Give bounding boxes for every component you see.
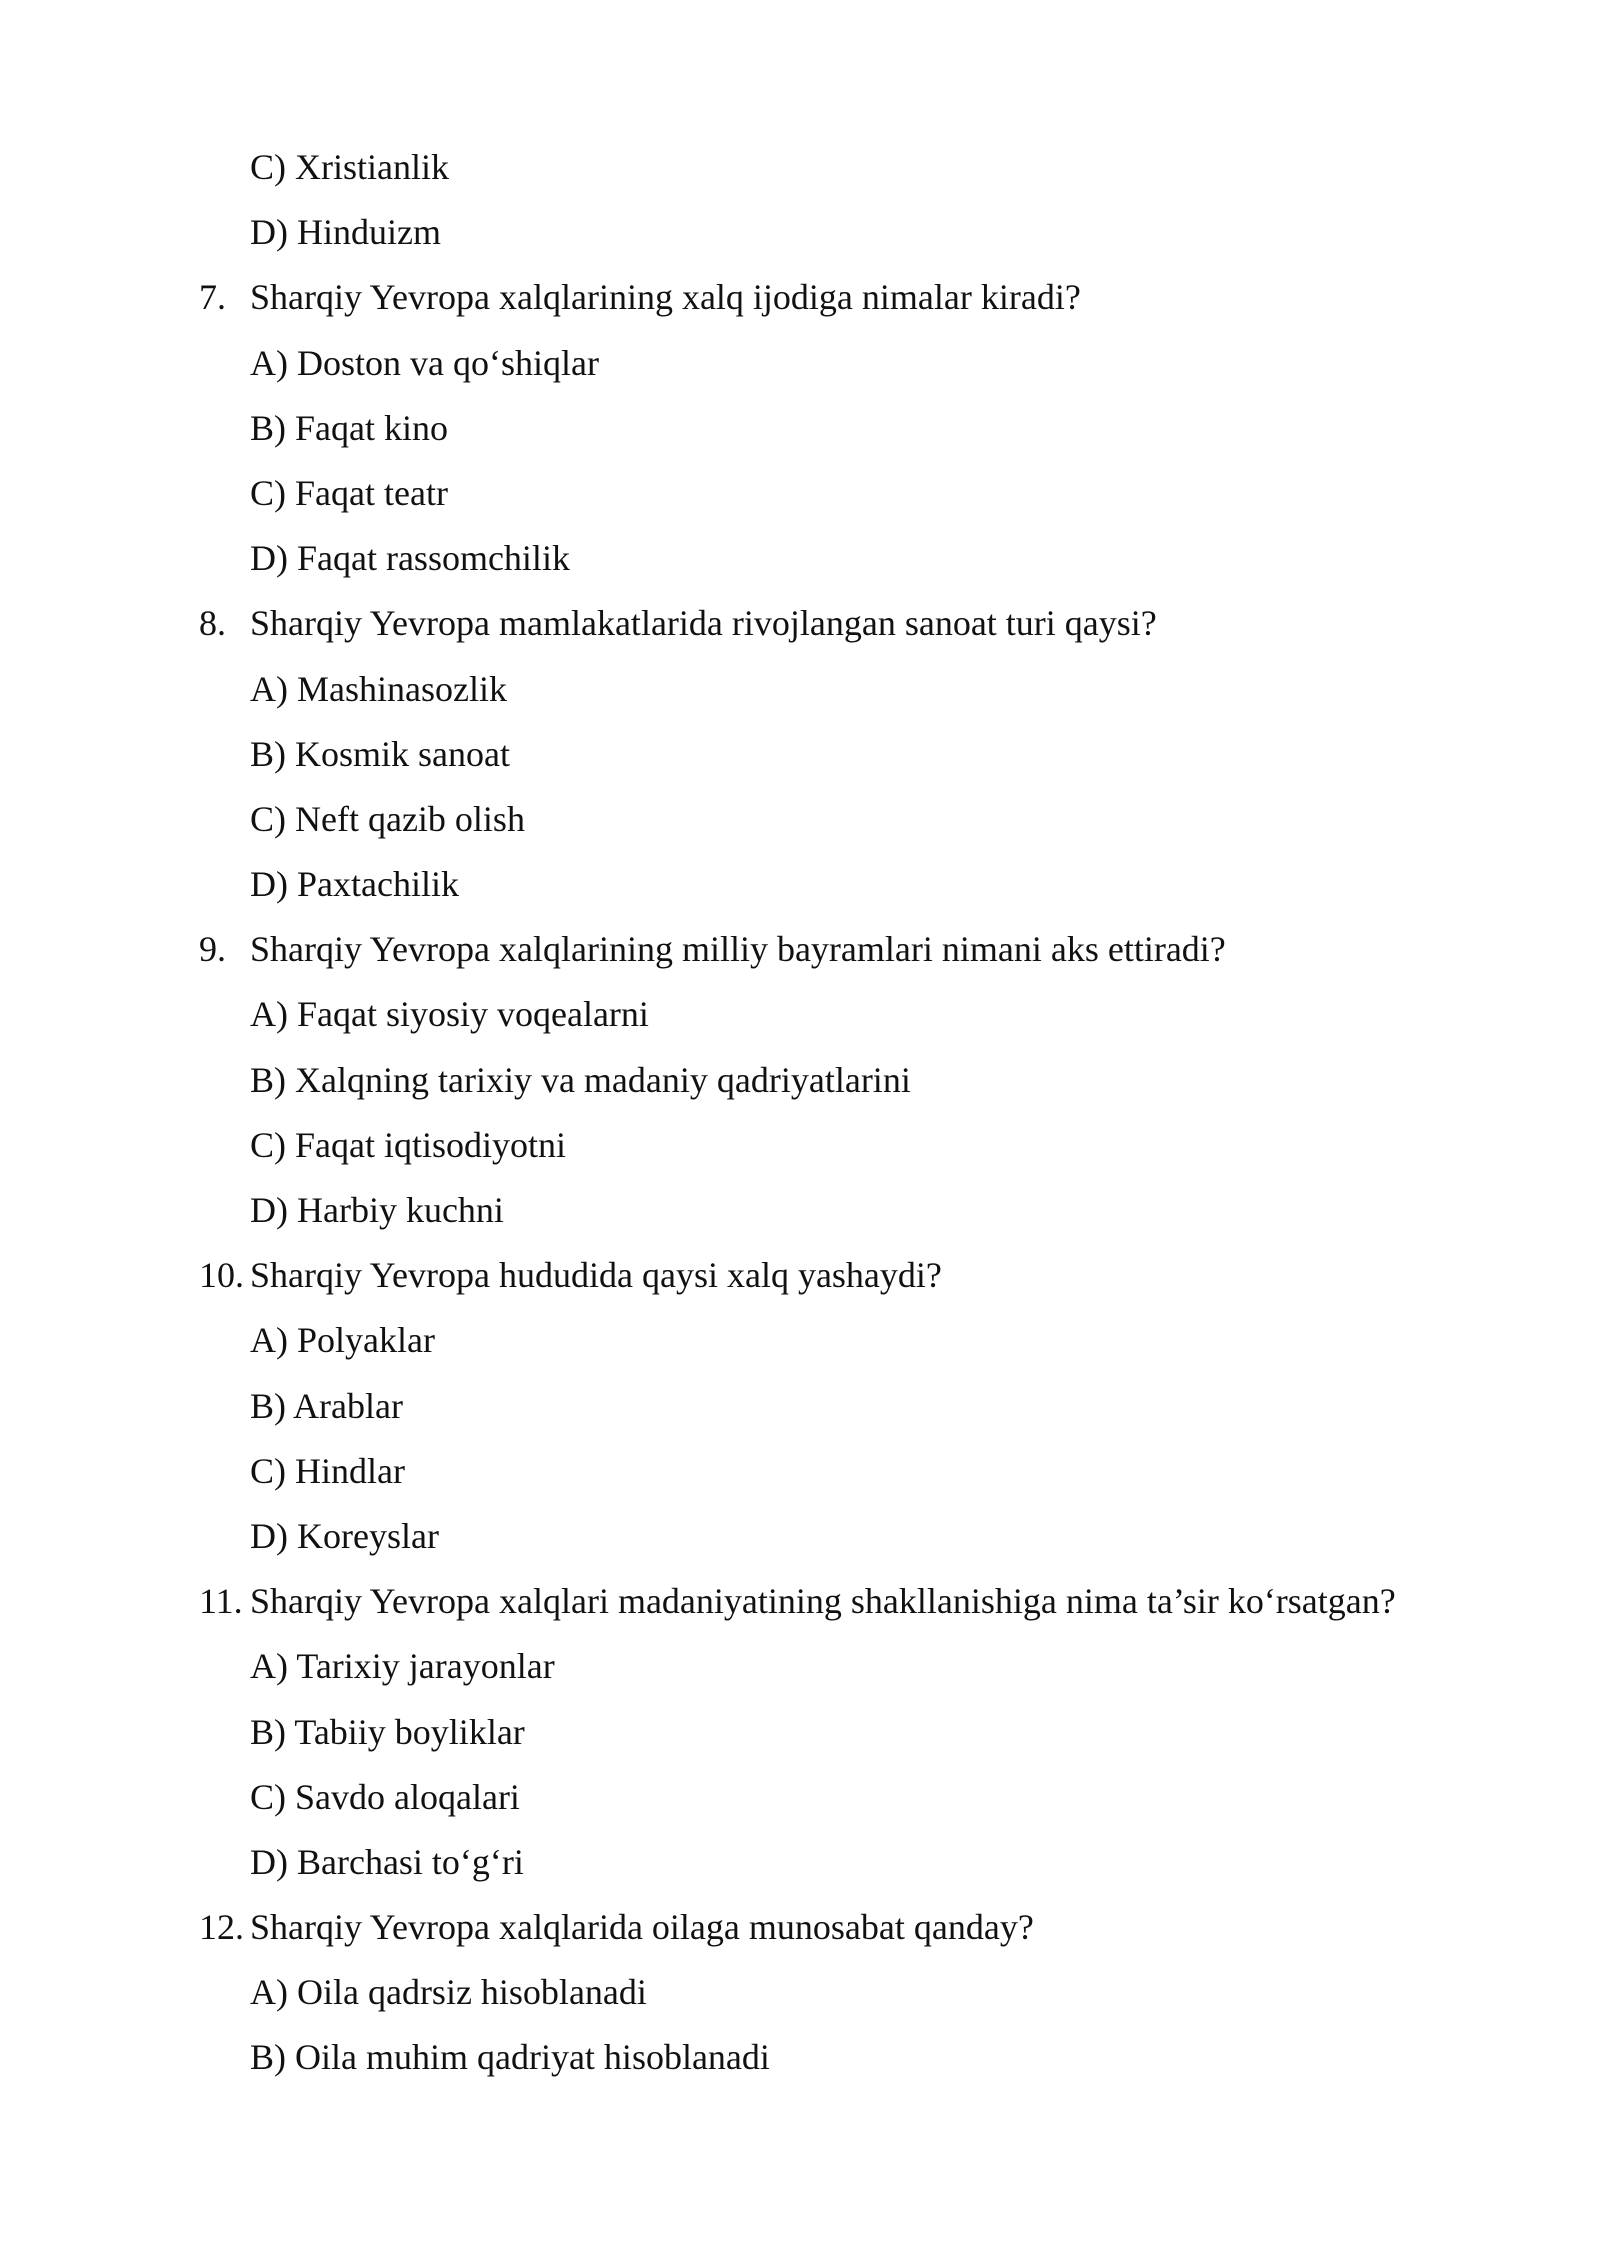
answer-option bbox=[0, 1322, 1600, 1387]
question-list bbox=[0, 149, 1600, 2105]
answer-option bbox=[0, 1841, 1600, 1909]
answer-option bbox=[0, 472, 1600, 540]
option-text: A) Mashinasozlik bbox=[250, 668, 507, 709]
option-text: A) Doston va qo‘shiqlar bbox=[250, 342, 599, 383]
answer-option bbox=[0, 1974, 1600, 2039]
answer-option bbox=[0, 1192, 1600, 1257]
option-text: C) Savdo aloqalari bbox=[250, 1776, 520, 1817]
option-text: C) Xristianlik bbox=[250, 147, 449, 187]
question-text: Sharqiy Yevropa mamlakatlarida rivojlangan sanoat turi qaysi? bbox=[250, 603, 1157, 644]
answer-option bbox=[0, 1124, 1600, 1192]
option-text: B) Faqat kino bbox=[250, 407, 448, 448]
question-text: Sharqiy Yevropa xalqlarining milliy bayramlari nimani aks ettiradi? bbox=[250, 929, 1226, 970]
question-number: 12. bbox=[199, 1907, 244, 1948]
question-line bbox=[0, 605, 1600, 670]
option-text: C) Neft qazib olish bbox=[250, 798, 525, 839]
answer-option bbox=[0, 214, 1600, 279]
option-text: A) Polyaklar bbox=[250, 1320, 435, 1361]
option-text: C) Faqat teatr bbox=[250, 472, 448, 513]
question-text: Sharqiy Yevropa hududida qaysi xalq yashaydi? bbox=[250, 1255, 942, 1296]
question-number: 8. bbox=[199, 603, 226, 644]
question-line bbox=[0, 279, 1600, 344]
answer-option bbox=[0, 1648, 1600, 1713]
answer-option bbox=[0, 668, 1600, 736]
option-text: D) Hinduizm bbox=[250, 212, 441, 253]
answer-option bbox=[0, 1385, 1600, 1453]
answer-option bbox=[0, 798, 1600, 866]
answer-option bbox=[0, 733, 1600, 801]
question-number: 9. bbox=[199, 929, 226, 970]
option-text: B) Tabiiy boyliklar bbox=[250, 1711, 525, 1752]
answer-option bbox=[0, 149, 1600, 214]
question-line bbox=[0, 1909, 1600, 1974]
option-text: A) Oila qadrsiz hisoblanadi bbox=[250, 1972, 647, 2013]
option-text: B) Arablar bbox=[250, 1385, 403, 1426]
question-number: 10. bbox=[199, 1255, 244, 1296]
question-text: Sharqiy Yevropa xalqlarida oilaga munosabat qanday? bbox=[250, 1907, 1034, 1948]
answer-option bbox=[0, 1059, 1600, 1127]
option-text: D) Koreyslar bbox=[250, 1515, 439, 1556]
answer-option bbox=[0, 1515, 1600, 1583]
answer-option bbox=[0, 540, 1600, 605]
question-text: Sharqiy Yevropa xalqlari madaniyatining shakllanishiga nima ta’sir ko‘rsatgan? bbox=[250, 1581, 1396, 1622]
question-text: Sharqiy Yevropa xalqlarining xalq ijodiga nimalar kiradi? bbox=[250, 277, 1081, 318]
option-text: C) Faqat iqtisodiyotni bbox=[250, 1124, 567, 1165]
option-text: A) Faqat siyosiy voqealarni bbox=[250, 994, 649, 1035]
option-text: D) Harbiy kuchni bbox=[250, 1190, 504, 1230]
question-line bbox=[0, 1583, 1600, 1648]
answer-option bbox=[0, 342, 1600, 410]
option-text: A) Tarixiy jarayonlar bbox=[250, 1646, 555, 1687]
answer-option bbox=[0, 1711, 1600, 1779]
question-line bbox=[0, 1257, 1600, 1322]
answer-option bbox=[0, 1776, 1600, 1844]
answer-option bbox=[0, 1450, 1600, 1518]
question-line bbox=[0, 931, 1600, 996]
option-text: B) Oila muhim qadriyat hisoblanadi bbox=[250, 2037, 770, 2078]
question-number: 11. bbox=[199, 1581, 243, 1622]
option-text: D) Paxtachilik bbox=[250, 864, 459, 905]
option-text: D) Barchasi to‘g‘ri bbox=[250, 1841, 524, 1882]
answer-option bbox=[0, 407, 1600, 475]
option-text: D) Faqat rassomchilik bbox=[250, 538, 570, 579]
option-text: C) Hindlar bbox=[250, 1450, 405, 1491]
option-text: B) Kosmik sanoat bbox=[250, 733, 510, 774]
option-text: B) Xalqning tarixiy va madaniy qadriyatlarini bbox=[250, 1059, 911, 1100]
answer-option bbox=[0, 996, 1600, 1061]
question-number: 7. bbox=[199, 277, 226, 318]
answer-option bbox=[0, 866, 1600, 931]
answer-option bbox=[0, 2039, 1600, 2104]
